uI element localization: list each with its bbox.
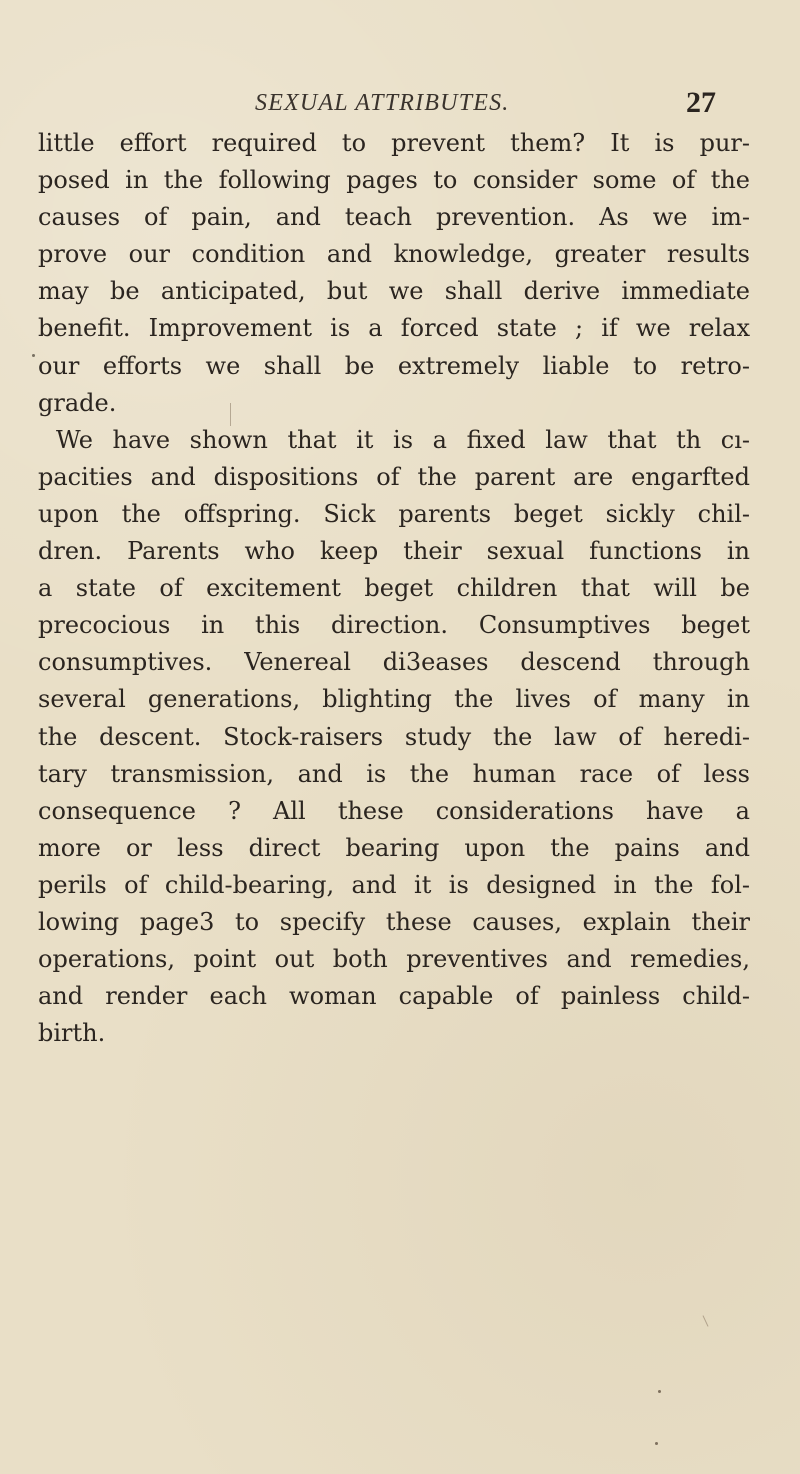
text-line: consequence ? All these considerations have a (38, 796, 750, 825)
text-line: tary transmission, and is the human race of less (38, 759, 750, 788)
text-line: pacities and dispositions of the parent are engarfted (38, 462, 750, 491)
text-line: precocious in this direction. Consumptives beget (38, 611, 750, 640)
text-line: several generations, blighting the lives of many in (38, 685, 750, 714)
text-line: posed in the following pages to consider some of the (38, 166, 750, 195)
page-number: 27 (686, 86, 716, 119)
body-text (38, 125, 750, 1052)
text-line: causes of pain, and teach prevention. As we im- (38, 203, 750, 232)
text-line: prove our condition and knowledge, greater results (38, 240, 750, 269)
text-line: lowing page3 to specify these causes, explain their (38, 907, 750, 936)
scan-mark (703, 1315, 709, 1326)
running-head: SEXUAL ATTRIBUTES. (255, 90, 510, 116)
text-line: our efforts we shall be extremely liable to retro- (38, 351, 750, 380)
text-line: upon the offspring. Sick parents beget sickly chil- (38, 499, 750, 528)
text-line: little effort required to prevent them? It is pur- (38, 129, 750, 157)
text-line: grade. (38, 388, 117, 417)
paper-speck (658, 1390, 661, 1393)
text-line: We have shown that it is a fixed law that th cı- (56, 425, 750, 454)
margin-speck (32, 354, 35, 357)
paper-speck (655, 1442, 658, 1445)
text-line: dren. Parents who keep their sexual functions in (38, 537, 750, 566)
text-line: the descent. Stock-raisers study the law of heredi- (38, 722, 750, 751)
text-line: operations, point out both preventives and remedies, (38, 945, 750, 974)
text-line: and render each woman capable of painless child- (38, 982, 750, 1011)
text-line: birth. (38, 1019, 106, 1048)
text-line: perils of child-bearing, and it is designed in the fol- (38, 870, 750, 899)
text-line: more or less direct bearing upon the pains and (38, 833, 750, 862)
text-line: consumptives. Venereal di3eases descend through (38, 648, 750, 677)
text-line: benefit. Improvement is a forced state ; if we relax (38, 314, 750, 343)
text-line: may be anticipated, but we shall derive immediate (38, 277, 750, 306)
text-line: a state of excitement beget children that will be (38, 574, 750, 603)
